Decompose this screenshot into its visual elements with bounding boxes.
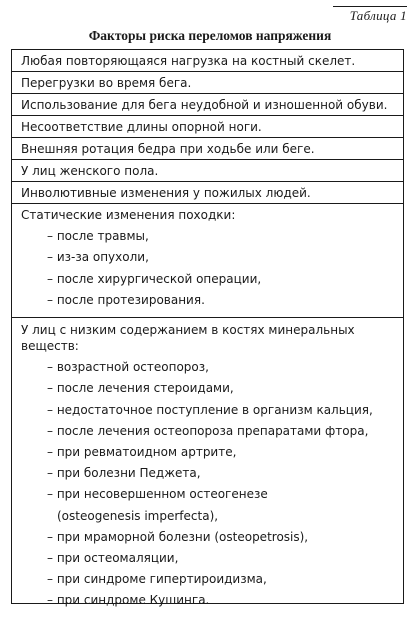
table-row-low-mineral bbox=[12, 318, 403, 615]
list-item: – после травмы, bbox=[47, 229, 149, 244]
list-item: – при мраморной болезни (osteopetrosis), bbox=[47, 529, 309, 544]
row-text: Любая повторяющаяся нагрузка на костный скелет. bbox=[21, 54, 356, 68]
list-item: – при болезни Педжета, bbox=[47, 466, 201, 481]
risk-factors-table bbox=[11, 49, 404, 608]
list-item: – из-за опухоли, bbox=[47, 250, 149, 265]
table-row bbox=[12, 50, 403, 72]
list-item: – при остеомаляции, bbox=[47, 550, 179, 565]
row-text: Несоответствие длины опорной ноги. bbox=[21, 120, 262, 134]
list-item: – при синдроме Кушинга. bbox=[47, 593, 210, 608]
table-row bbox=[12, 160, 403, 182]
list-item: – после хирургической операции, bbox=[47, 271, 262, 286]
row-text: Использование для бега неудобной и изношенной обуви. bbox=[21, 98, 388, 112]
table-number: Таблица 1 bbox=[333, 6, 407, 24]
row-text: Перегрузки во время бега. bbox=[21, 76, 192, 90]
row-text: У лиц женского пола. bbox=[21, 164, 159, 178]
list-item: – при синдроме гипертироидизма, bbox=[47, 572, 267, 587]
table-row bbox=[12, 182, 403, 204]
table-row bbox=[12, 94, 403, 116]
row-text: Внешняя ротация бедра при ходьбе или беге. bbox=[21, 142, 315, 156]
list-item: – при несовершенном остеогенезе bbox=[47, 487, 268, 502]
row-lead-text: Статические изменения походки: bbox=[21, 208, 236, 222]
table-row bbox=[12, 72, 403, 94]
list-item: – после лечения остеопороза препаратами фтора, bbox=[47, 423, 369, 438]
list-item: – при ревматоидном артрите, bbox=[47, 444, 237, 459]
list-item-continuation: (osteogenesis imperfecta), bbox=[57, 508, 219, 523]
table-title: Факторы риска переломов напряжения bbox=[88, 28, 332, 43]
row-lead-text: У лиц с низким содержанием в костях минеральных веществ: bbox=[21, 323, 355, 353]
table-row bbox=[12, 116, 403, 138]
list-item: – недостаточное поступление в организм кальция, bbox=[47, 402, 373, 417]
list-item: – после лечения стероидами, bbox=[47, 381, 234, 396]
table-row bbox=[12, 138, 403, 160]
row-text: Инволютивные изменения у пожилых людей. bbox=[21, 186, 311, 200]
table-row-gait-changes bbox=[12, 204, 403, 318]
list-item: – после протезирования. bbox=[47, 292, 205, 307]
list-item: – возрастной остеопороз, bbox=[47, 360, 209, 375]
